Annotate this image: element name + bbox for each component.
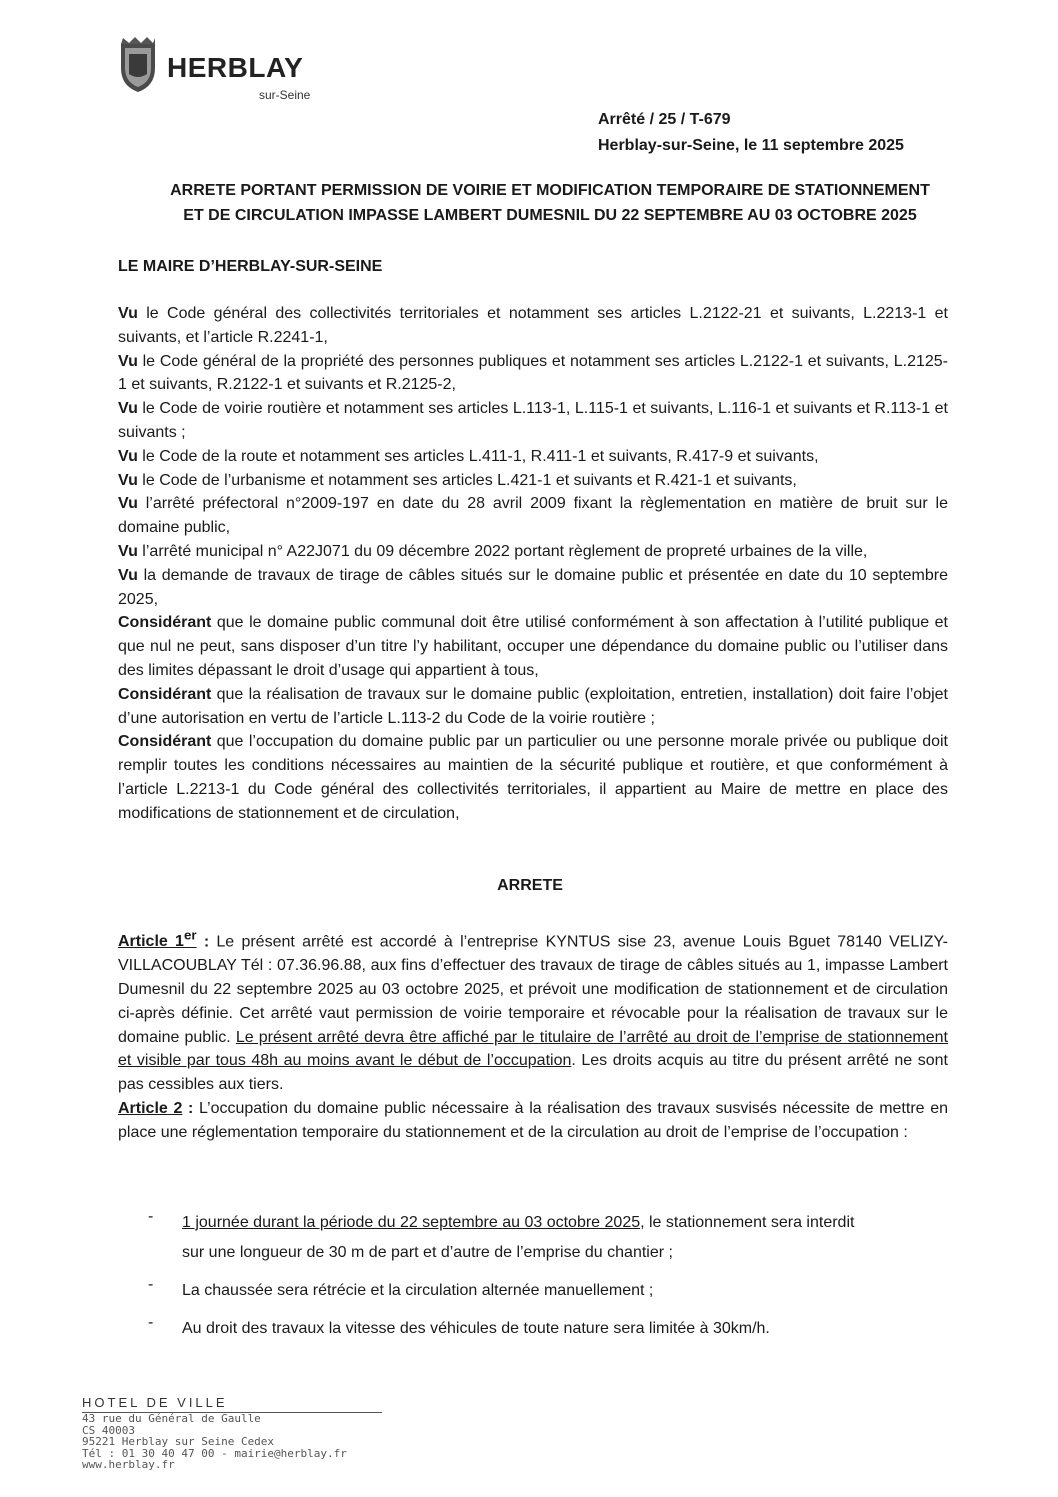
consideration-item: Considérant que la réalisation de travaux sur le domaine public (exploitation, entretien, installation) doit faire l’objet d’une autorisation en vertu de l’article L.113-2 du Code de la voirie routière ; [118,685,948,727]
consideration-item: Vu l’arrêté municipal n° A22J071 du 09 décembre 2022 portant règlement de propreté urbaines de la ville, [118,542,868,560]
consideration-item: Vu l’arrêté préfectoral n°2009-197 en date du 28 avril 2009 fixant la règlementation en matière de bruit sur le domaine public, [118,495,948,537]
arrete-heading: ARRETE [497,877,563,894]
list-item: - La chaussée sera rétrécie et la circulation alternée manuellement ; [148,1276,654,1299]
consideration-item: Vu le Code de la route et notamment ses articles L.411-1, R.411-1 et suivants, R.417-9 et suivants, [118,447,819,465]
logo-name: HERBLAY [167,52,304,83]
footer-line: CS 40003 [82,1423,135,1437]
footer-address [82,1395,382,1471]
footer-line: Tél : 01 30 40 47 00 - mairie@herblay.fr [82,1446,347,1460]
list-item: - 1 journée durant la période du 22 septembre au 03 octobre 2025, le stationnement sera interdit sur une longueur de 30 m de part et d’autre de l’emprise du chantier ; [148,1208,855,1261]
consideration-item: Vu le Code de voirie routière et notamment ses articles L.113-1, L.115-1 et suivants, L.116-1 et suivants et R.113-1 et suivants ; [118,400,948,441]
measures-list [148,1208,948,1344]
consideration-item: Vu le Code de l’urbanisme et notamment ses articles L.421-1 et suivants et R.421-1 et suivants, [118,471,797,489]
article-2-label: Article 2 [118,1099,183,1117]
article-1-label: Article 1er [118,928,197,951]
footer-line: 43 rue du Général de Gaulle [82,1412,261,1425]
place-date: Herblay-sur-Seine, le 11 septembre 2025 [598,137,904,154]
list-item: - Au droit des travaux la vitesse des véhicules de toute nature sera limitée à 30km/h. [148,1314,770,1337]
footer-title: HOTEL DE VILLE [82,1395,382,1413]
decree-reference: Arrêté / 25 / T-679 [598,111,731,128]
mayor-heading: LE MAIRE D’HERBLAY-SUR-SEINE [118,258,383,275]
consideration-item: Considérant que l’occupation du domaine public par un particulier ou une personne morale privée ou publique doit remplir toutes les conditions nécessaires au maintien de la sécurité publique et routière, et que conformément à l’article L.2213-1 du Code général des collectivités territoriales, il appartient au Maire de mettre en place des modifications de stationnement et de circulation, [118,733,948,822]
articles [118,924,948,1145]
document-title-line-1: ARRETE PORTANT PERMISSION DE VOIRIE ET MODIFICATION TEMPORAIRE DE STATIONNEMENT [170,182,930,199]
display-requirement: Le présent arrêté devra être affiché par le titulaire de l’arrêté au droit de l’emprise de stationnement et visible par tous 48h au moins avant le début de l’occupation [118,1028,948,1070]
crest-icon [115,34,161,94]
consideration-item: Vu le Code général de la propriété des personnes publiques et notamment ses articles L.2122-1 et suivants, L.2125-1 et suivants, R.2122-1 et suivants et R.2125-2, [118,352,948,394]
city-logo [115,34,335,104]
considerations-list [118,302,948,826]
logo-subtitle: sur-Seine [259,88,311,102]
article-2: Article 2 : L’occupation du domaine public nécessaire à la réalisation des travaux susvisés nécessite de mettre en place une réglementation temporaire du stationnement et de la circulation au droit de l’emprise de l’occupation : [118,1099,949,1141]
footer-line: 95221 Herblay sur Seine Cedex [82,1435,275,1448]
consideration-item: Vu la demande de travaux de tirage de câbles situés sur le domaine public et présentée en date du 10 septembre 2025, [118,566,948,608]
article-1: Article 1er : Le présent arrêté est accordé à l’entreprise KYNTUS sise 23, avenue Louis Bguet 78140 VELIZY-VILLACOUBLAY Tél : 07.36.96.88, aux fins d’effectuer des travaux de tirage de câbles situés au 1, impasse Lambert Dumesnil du 22 septembre 2025 au 03 octobre 2025, et prévoit une modification de stationnement et de circulation ci-après définie. Cet arrêté vaut permission de voirie temporaire et révocable pour la réalisation de travaux sur le domaine public. Le présent arrêté devra être affiché par le titulaire de l’arrêté au droit de l’emprise de stationnement et visible par tous 48h au moins avant le début de l’occupation. Les droits acquis au titre du présent arrêté ne sont pas cessibles aux tiers. [118,928,949,1094]
document-title-line-2: ET DE CIRCULATION IMPASSE LAMBERT DUMESNIL DU 22 SEPTEMBRE AU 03 OCTOBRE 2025 [183,207,917,224]
footer-line: www.herblay.fr [82,1458,175,1471]
consideration-item: Considérant que le domaine public communal doit être utilisé conformément à son affectation à l’utilité publique et que nul ne peut, sans disposer d’un titre l’y habilitant, occuper une dépendance du domaine public ou l’utiliser dans des limites dépassant le droit d’usage qui appartient à tous, [118,614,948,679]
consideration-item: Vu le Code général des collectivités territoriales et notamment ses articles L.2122-21 et suivants, L.2213-1 et suivants, et l’article R.2241-1, [118,305,948,346]
